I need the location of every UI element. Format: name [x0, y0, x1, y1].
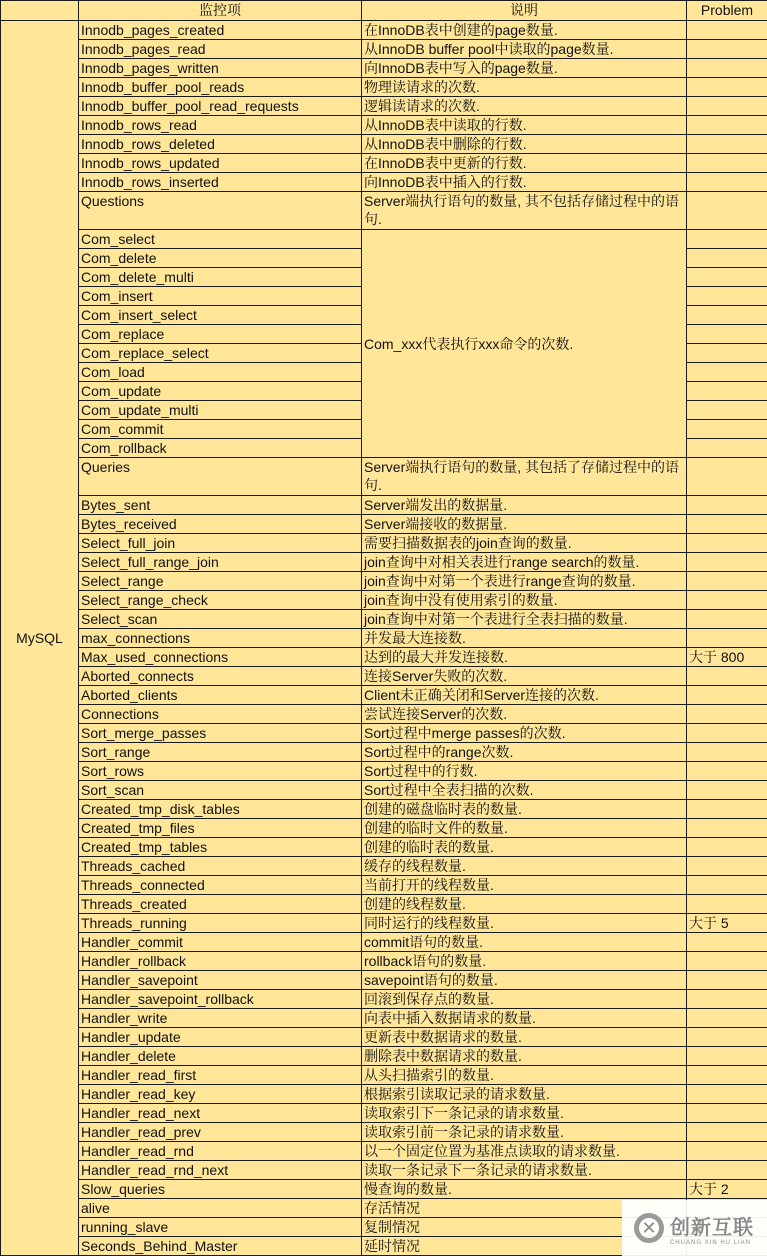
item-name-cell: Select_full_range_join: [79, 553, 362, 572]
header-group: [1, 1, 79, 21]
table-row: [1, 629, 767, 648]
description-cell: 创建的临时文件的数量.: [362, 819, 687, 838]
description-cell: rollback语句的数量.: [362, 952, 687, 971]
problem-cell: [687, 1085, 767, 1104]
table-row: [1, 1123, 767, 1142]
description-cell: 创建的临时表的数量.: [362, 838, 687, 857]
item-name-cell: Threads_running: [79, 914, 362, 933]
group-cell: MySQL: [1, 21, 79, 1256]
description-cell: Sort过程中全表扫描的次数.: [362, 781, 687, 800]
item-name-cell: Seconds_Behind_Master: [79, 1237, 362, 1256]
item-name-cell: Com_select: [79, 230, 362, 249]
problem-cell: [687, 629, 767, 648]
description-cell: 当前打开的线程数量.: [362, 876, 687, 895]
table-row: [1, 743, 767, 762]
table-row: [1, 1028, 767, 1047]
table-row: [1, 781, 767, 800]
item-name-cell: Handler_read_rnd: [79, 1142, 362, 1161]
description-cell: 创建的线程数量.: [362, 895, 687, 914]
watermark-subtext: CHUANG XIN HU LIAN: [670, 1239, 752, 1246]
table-row: [1, 914, 767, 933]
table-row: [1, 724, 767, 743]
problem-cell: [687, 1028, 767, 1047]
description-cell: 物理读请求的次数.: [362, 78, 687, 97]
table-row: [1, 895, 767, 914]
problem-cell: [687, 154, 767, 173]
item-name-cell: Bytes_received: [79, 515, 362, 534]
problem-cell: [687, 781, 767, 800]
item-name-cell: Com_replace_select: [79, 344, 362, 363]
table-row: [1, 572, 767, 591]
table-row: [1, 705, 767, 724]
problem-cell: [687, 1009, 767, 1028]
description-cell: 缓存的线程数量.: [362, 857, 687, 876]
problem-cell: [687, 496, 767, 515]
table-row: [1, 173, 767, 192]
description-cell: 需要扫描数据表的join查询的数量.: [362, 534, 687, 553]
description-cell: 回滚到保存点的数量.: [362, 990, 687, 1009]
table-row: [1, 496, 767, 515]
problem-cell: [687, 97, 767, 116]
item-name-cell: Sort_scan: [79, 781, 362, 800]
table-row: [1, 97, 767, 116]
description-cell: 存活情况: [362, 1199, 687, 1218]
problem-cell: [687, 762, 767, 781]
description-cell: 延时情况: [362, 1237, 687, 1256]
description-cell: 向InnoDB表中写入的page数量.: [362, 59, 687, 78]
table-row: [1, 135, 767, 154]
problem-cell: [687, 667, 767, 686]
problem-cell: [687, 382, 767, 401]
description-cell: Server端执行语句的数量, 其不包括存储过程中的语句.: [362, 192, 687, 230]
problem-cell: 大于 800: [687, 648, 767, 667]
item-name-cell: Threads_created: [79, 895, 362, 914]
watermark-logo-icon: ✕: [634, 1213, 664, 1243]
item-name-cell: Innodb_buffer_pool_read_requests: [79, 97, 362, 116]
table-body: [1, 21, 767, 1256]
item-name-cell: Select_range_check: [79, 591, 362, 610]
description-cell: join查询中对第一个表进行全表扫描的数量.: [362, 610, 687, 629]
description-cell: 读取一条记录下一条记录的请求数量.: [362, 1161, 687, 1180]
header-problem: Problem: [687, 1, 767, 21]
item-name-cell: Innodb_rows_inserted: [79, 173, 362, 192]
problem-cell: [687, 819, 767, 838]
header-item: 监控项: [79, 1, 362, 21]
item-name-cell: Handler_write: [79, 1009, 362, 1028]
problem-cell: [687, 515, 767, 534]
problem-cell: [687, 876, 767, 895]
description-cell: join查询中对第一个表进行range查询的数量.: [362, 572, 687, 591]
table-row: [1, 1009, 767, 1028]
problem-cell: [687, 1104, 767, 1123]
description-cell: 同时运行的线程数量.: [362, 914, 687, 933]
item-name-cell: Innodb_rows_deleted: [79, 135, 362, 154]
item-name-cell: Created_tmp_tables: [79, 838, 362, 857]
description-cell: 读取索引前一条记录的请求数量.: [362, 1123, 687, 1142]
problem-cell: [687, 135, 767, 154]
item-name-cell: Handler_commit: [79, 933, 362, 952]
item-name-cell: Innodb_rows_read: [79, 116, 362, 135]
description-cell: 连接Server失败的次数.: [362, 667, 687, 686]
item-name-cell: Connections: [79, 705, 362, 724]
description-cell: Client未正确关闭和Server连接的次数.: [362, 686, 687, 705]
table-row: [1, 933, 767, 952]
item-name-cell: Threads_connected: [79, 876, 362, 895]
table-row: [1, 819, 767, 838]
description-cell: 以一个固定位置为基准点读取的请求数量.: [362, 1142, 687, 1161]
item-name-cell: Select_full_join: [79, 534, 362, 553]
problem-cell: [687, 724, 767, 743]
item-name-cell: Handler_read_first: [79, 1066, 362, 1085]
problem-cell: [687, 116, 767, 135]
description-cell: 根据索引读取记录的请求数量.: [362, 1085, 687, 1104]
problem-cell: [687, 363, 767, 382]
item-name-cell: alive: [79, 1199, 362, 1218]
table-row: [1, 192, 767, 230]
description-cell: 尝试连接Server的次数.: [362, 705, 687, 724]
table-row: [1, 458, 767, 496]
table-row: [1, 21, 767, 40]
table-row: [1, 40, 767, 59]
table-row: [1, 686, 767, 705]
description-cell: 复制情况: [362, 1218, 687, 1237]
problem-cell: [687, 705, 767, 724]
item-name-cell: max_connections: [79, 629, 362, 648]
problem-cell: [687, 287, 767, 306]
item-name-cell: Com_load: [79, 363, 362, 382]
problem-cell: 大于 5: [687, 914, 767, 933]
problem-cell: 大于 2: [687, 1180, 767, 1199]
problem-cell: [687, 686, 767, 705]
problem-cell: [687, 990, 767, 1009]
item-name-cell: Threads_cached: [79, 857, 362, 876]
item-name-cell: Max_used_connections: [79, 648, 362, 667]
item-name-cell: Innodb_pages_read: [79, 40, 362, 59]
problem-cell: [687, 591, 767, 610]
problem-cell: [687, 610, 767, 629]
problem-cell: [687, 78, 767, 97]
table-row: [1, 1142, 767, 1161]
description-cell: Sort过程中merge passes的次数.: [362, 724, 687, 743]
item-name-cell: Handler_savepoint: [79, 971, 362, 990]
description-cell: Sort过程中的range次数.: [362, 743, 687, 762]
description-cell: 从InnoDB表中读取的行数.: [362, 116, 687, 135]
table-row: [1, 610, 767, 629]
description-cell: 向InnoDB表中插入的行数.: [362, 173, 687, 192]
item-name-cell: Handler_read_next: [79, 1104, 362, 1123]
table-row: [1, 876, 767, 895]
problem-cell: [687, 401, 767, 420]
table-row: [1, 838, 767, 857]
item-name-cell: Sort_range: [79, 743, 362, 762]
problem-cell: [687, 553, 767, 572]
problem-cell: [687, 1066, 767, 1085]
problem-cell: [687, 572, 767, 591]
table-row: [1, 971, 767, 990]
problem-cell: [687, 230, 767, 249]
problem-cell: [687, 534, 767, 553]
table-row: [1, 154, 767, 173]
problem-cell: [687, 1047, 767, 1066]
description-cell: 在InnoDB表中创建的page数量.: [362, 21, 687, 40]
description-cell: 从InnoDB表中删除的行数.: [362, 135, 687, 154]
problem-cell: [687, 420, 767, 439]
problem-cell: [687, 344, 767, 363]
description-cell: 更新表中数据请求的数量.: [362, 1028, 687, 1047]
table-row: [1, 952, 767, 971]
description-cell: 创建的磁盘临时表的数量.: [362, 800, 687, 819]
problem-cell: [687, 800, 767, 819]
item-name-cell: Handler_savepoint_rollback: [79, 990, 362, 1009]
problem-cell: [687, 249, 767, 268]
table-row: [1, 230, 767, 249]
description-cell: 从头扫描索引的数量.: [362, 1066, 687, 1085]
problem-cell: [687, 971, 767, 990]
problem-cell: [687, 21, 767, 40]
description-cell: 慢查询的数量.: [362, 1180, 687, 1199]
table-row: [1, 78, 767, 97]
problem-cell: [687, 1161, 767, 1180]
item-name-cell: Questions: [79, 192, 362, 230]
table-row: [1, 1180, 767, 1199]
table-row: [1, 990, 767, 1009]
problem-cell: [687, 268, 767, 287]
description-cell: Com_xxx代表执行xxx命令的次数.: [362, 230, 687, 458]
item-name-cell: Handler_rollback: [79, 952, 362, 971]
item-name-cell: Queries: [79, 458, 362, 496]
description-cell: 逻辑读请求的次数.: [362, 97, 687, 116]
item-name-cell: Sort_merge_passes: [79, 724, 362, 743]
item-name-cell: Handler_read_rnd_next: [79, 1161, 362, 1180]
watermark-text: 创新互联: [670, 1216, 754, 1239]
item-name-cell: Handler_update: [79, 1028, 362, 1047]
description-cell: 向表中插入数据请求的数量.: [362, 1009, 687, 1028]
description-cell: Server端执行语句的数量, 其包括了存储过程中的语句.: [362, 458, 687, 496]
item-name-cell: Slow_queries: [79, 1180, 362, 1199]
problem-cell: [687, 40, 767, 59]
item-name-cell: Com_update: [79, 382, 362, 401]
item-name-cell: running_slave: [79, 1218, 362, 1237]
description-cell: 达到的最大并发连接数.: [362, 648, 687, 667]
description-cell: join查询中没有使用索引的数量.: [362, 591, 687, 610]
item-name-cell: Aborted_connects: [79, 667, 362, 686]
table-row: [1, 534, 767, 553]
table-row: [1, 1047, 767, 1066]
table-row: [1, 515, 767, 534]
problem-cell: [687, 857, 767, 876]
table-row: [1, 59, 767, 78]
item-name-cell: Com_delete_multi: [79, 268, 362, 287]
description-cell: join查询中对相关表进行range search的数量.: [362, 553, 687, 572]
item-name-cell: Bytes_sent: [79, 496, 362, 515]
item-name-cell: Innodb_pages_written: [79, 59, 362, 78]
description-cell: 读取索引下一条记录的请求数量.: [362, 1104, 687, 1123]
table-row: [1, 116, 767, 135]
table-row: [1, 762, 767, 781]
description-cell: commit语句的数量.: [362, 933, 687, 952]
item-name-cell: Com_insert_select: [79, 306, 362, 325]
description-cell: 删除表中数据请求的数量.: [362, 1047, 687, 1066]
item-name-cell: Sort_rows: [79, 762, 362, 781]
table-row: [1, 1104, 767, 1123]
table-row: [1, 1161, 767, 1180]
problem-cell: [687, 192, 767, 230]
problem-cell: [687, 325, 767, 344]
problem-cell: [687, 743, 767, 762]
table-row: [1, 857, 767, 876]
problem-cell: [687, 895, 767, 914]
item-name-cell: Com_replace: [79, 325, 362, 344]
item-name-cell: Innodb_buffer_pool_reads: [79, 78, 362, 97]
item-name-cell: Com_commit: [79, 420, 362, 439]
table-row: [1, 591, 767, 610]
problem-cell: [687, 952, 767, 971]
description-cell: 在InnoDB表中更新的行数.: [362, 154, 687, 173]
item-name-cell: Handler_delete: [79, 1047, 362, 1066]
description-cell: Server端接收的数据量.: [362, 515, 687, 534]
header-desc: 说明: [362, 1, 687, 21]
description-cell: Sort过程中的行数.: [362, 762, 687, 781]
problem-cell: [687, 306, 767, 325]
item-name-cell: Aborted_clients: [79, 686, 362, 705]
problem-cell: [687, 838, 767, 857]
problem-cell: [687, 1142, 767, 1161]
item-name-cell: Innodb_rows_updated: [79, 154, 362, 173]
table-row: [1, 800, 767, 819]
item-name-cell: Com_rollback: [79, 439, 362, 458]
problem-cell: [687, 1123, 767, 1142]
item-name-cell: Com_delete: [79, 249, 362, 268]
item-name-cell: Handler_read_prev: [79, 1123, 362, 1142]
item-name-cell: Innodb_pages_created: [79, 21, 362, 40]
item-name-cell: Com_insert: [79, 287, 362, 306]
item-name-cell: Com_update_multi: [79, 401, 362, 420]
item-name-cell: Created_tmp_files: [79, 819, 362, 838]
table-row: [1, 1085, 767, 1104]
header-row: [1, 1, 767, 21]
problem-cell: [687, 933, 767, 952]
table-row: [1, 1066, 767, 1085]
table-row: [1, 667, 767, 686]
watermark: [622, 1200, 767, 1256]
description-cell: savepoint语句的数量.: [362, 971, 687, 990]
problem-cell: [687, 458, 767, 496]
table-row: [1, 553, 767, 572]
description-cell: 从InnoDB buffer pool中读取的page数量.: [362, 40, 687, 59]
item-name-cell: Select_range: [79, 572, 362, 591]
item-name-cell: Created_tmp_disk_tables: [79, 800, 362, 819]
item-name-cell: Handler_read_key: [79, 1085, 362, 1104]
problem-cell: [687, 59, 767, 78]
description-cell: 并发最大连接数.: [362, 629, 687, 648]
problem-cell: [687, 173, 767, 192]
description-cell: Server端发出的数据量.: [362, 496, 687, 515]
item-name-cell: Select_scan: [79, 610, 362, 629]
problem-cell: [687, 439, 767, 458]
table-row: [1, 648, 767, 667]
